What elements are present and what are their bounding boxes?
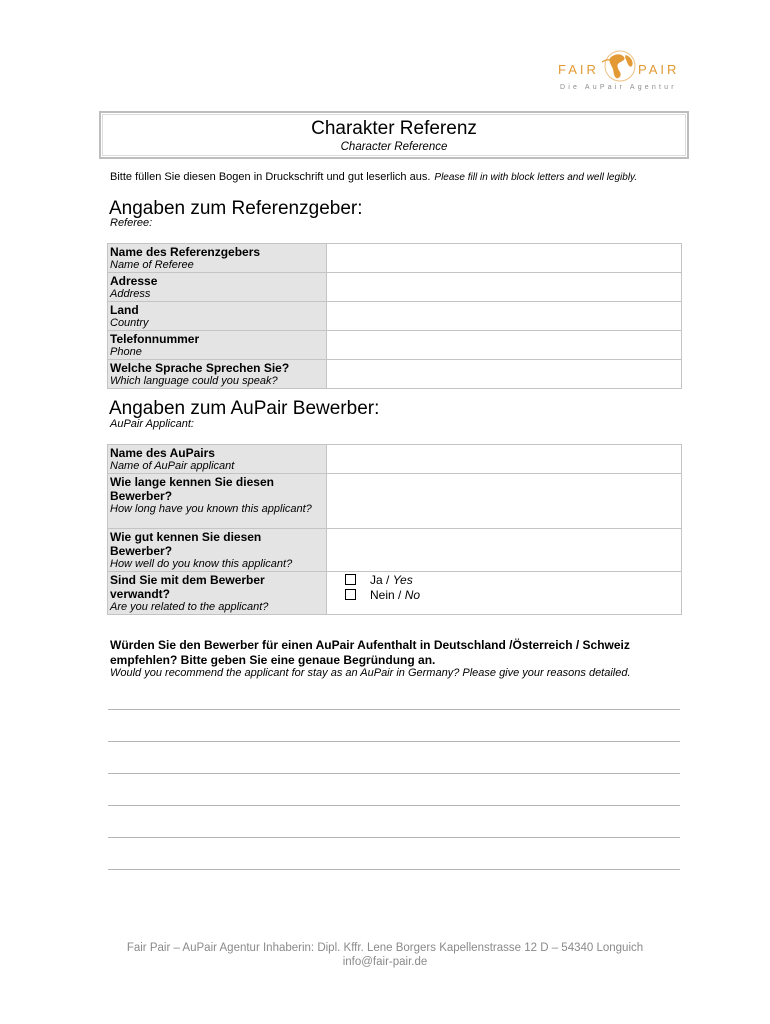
applicant-subheading: AuPair Applicant: — [110, 418, 194, 430]
recommendation-question: Würden Sie den Bewerber für einen AuPair Aufenthalt in Deutschland /Österreich / Schweiz empfehlen? Bitte geben Sie eine genaue Begründung an. — [110, 638, 630, 667]
referee-language-label: Welche Sprache Sprechen Sie? Which language could you speak? — [108, 360, 327, 389]
referee-heading: Angaben zum Referenzgeber: — [109, 198, 363, 219]
referee-country-label: Land Country — [108, 302, 327, 331]
applicant-heading: Angaben zum AuPair Bewerber: — [109, 398, 380, 419]
checkbox-yes[interactable] — [345, 574, 356, 585]
table-row — [108, 244, 682, 273]
table-row — [108, 360, 682, 389]
related-label: Sind Sie mit dem Bewerber verwandt? Are you related to the applicant? — [108, 572, 327, 615]
referee-name-label: Name des Referenzgebers Name of Referee — [108, 244, 327, 273]
referee-country-field[interactable] — [327, 302, 682, 331]
referee-name-field[interactable] — [327, 244, 682, 273]
logo-text-right: PAIR — [638, 62, 680, 77]
table-row — [108, 529, 682, 572]
known-how-well-label: Wie gut kennen Sie diesen Bewerber? How well do you know this applicant? — [108, 529, 327, 572]
referee-address-label: Adresse Address — [108, 273, 327, 302]
checkbox-no[interactable] — [345, 589, 356, 600]
footer-address: Fair Pair – AuPair Agentur Inhaberin: Dipl. Kffr. Lene Borgers Kapellenstrasse 12 D – 54340 Longuich — [126, 942, 644, 954]
answer-line[interactable] — [108, 741, 680, 742]
known-duration-label: Wie lange kennen Sie diesen Bewerber? How long have you known this applicant? — [108, 474, 327, 529]
applicant-name-field[interactable] — [327, 445, 682, 474]
globe-icon — [602, 48, 638, 84]
table-row — [108, 302, 682, 331]
answer-line[interactable] — [108, 869, 680, 870]
answer-line[interactable] — [108, 805, 680, 806]
known-how-well-field[interactable] — [327, 529, 682, 572]
applicant-table — [107, 444, 682, 615]
intro-en: Please fill in with block letters and well legibly. — [434, 172, 638, 183]
answer-line[interactable] — [108, 709, 680, 710]
logo-tagline: Die AuPair Agentur — [560, 84, 677, 91]
recommendation-question-en: Would you recommend the applicant for stay as an AuPair in Germany? Please give your reasons detailed. — [110, 667, 631, 679]
option-yes[interactable]: Ja / Yes — [329, 572, 681, 587]
related-options — [327, 572, 682, 615]
table-row — [108, 331, 682, 360]
answer-line[interactable] — [108, 773, 680, 774]
footer — [0, 941, 770, 969]
intro-text — [110, 171, 637, 184]
known-duration-field[interactable] — [327, 474, 682, 529]
document-title: Charakter Referenz — [311, 118, 477, 139]
option-no[interactable]: Nein / No — [329, 587, 681, 602]
logo-text-left: FAIR — [558, 62, 599, 77]
answer-line[interactable] — [108, 837, 680, 838]
footer-email: info@fair-pair.de — [342, 956, 428, 968]
referee-phone-field[interactable] — [327, 331, 682, 360]
referee-language-field[interactable] — [327, 360, 682, 389]
intro-de: Bitte füllen Sie diesen Bogen in Druckschrift und gut leserlich aus. — [110, 171, 431, 183]
table-row — [108, 572, 682, 615]
document-subtitle: Character Reference — [340, 141, 448, 153]
referee-table — [107, 243, 682, 389]
title-box — [99, 111, 689, 159]
referee-phone-label: Telefonnummer Phone — [108, 331, 327, 360]
fair-pair-logo — [556, 46, 684, 96]
referee-subheading: Referee: — [110, 217, 153, 229]
table-row — [108, 474, 682, 529]
table-row — [108, 445, 682, 474]
table-row — [108, 273, 682, 302]
applicant-name-label: Name des AuPairs Name of AuPair applicant — [108, 445, 327, 474]
referee-address-field[interactable] — [327, 273, 682, 302]
